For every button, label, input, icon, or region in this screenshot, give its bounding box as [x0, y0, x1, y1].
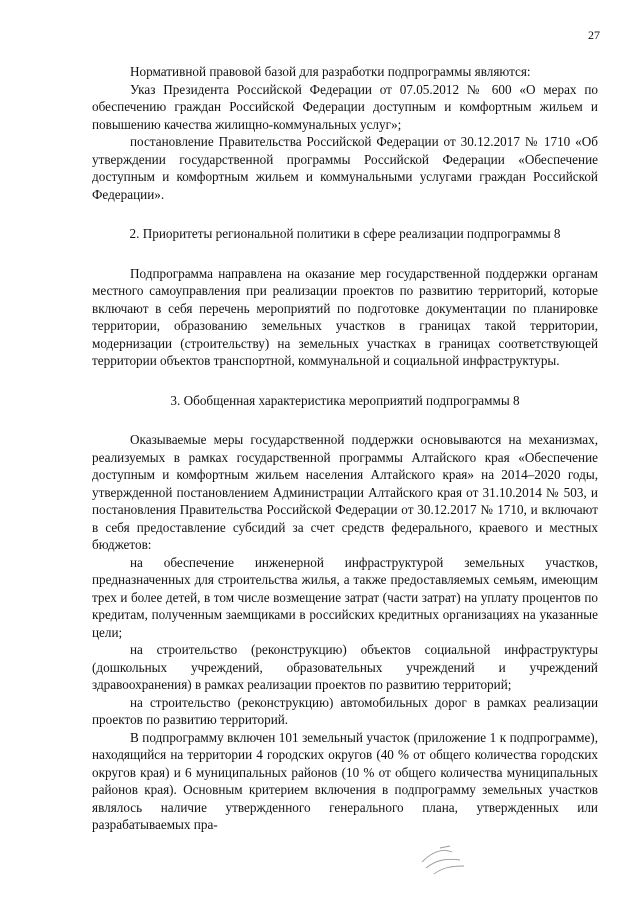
paragraph: постановление Правительства Российской Федерации от 30.12.2017 № 1710 «Об утверждении государственной программы Российской Федерации «Обеспечение доступным и комфортным жильем и коммунальными услугами граждан Российской Федерации».	[92, 134, 598, 202]
page-number: 27	[588, 28, 600, 42]
document-body	[92, 63, 598, 834]
section-heading: 3. Обобщенная характеристика мероприятий подпрограммы 8	[170, 392, 520, 408]
paragraph: Подпрограмма направлена на оказание мер государственной поддержки органам местного самоуправления при реализации проектов по развитию территорий, которые включают в себя перечень мероприятий по подготовке документации по планировке территории, образованию земельных участков в границах такой территории, модернизации (строительству) на земельных участках в границах соответствующей территории объектов транспортной, коммунальной и социальной инфраструктуры.	[92, 265, 598, 368]
paragraph: В подпрограмму включен 101 земельный участок (приложение 1 к подпрограмме), находящийся на территории 4 городских округов (40 % от общего количества городских округов края) и 6 муниципальных районов (10 % от общего количества муниципальных районов края). Основным критерием включения в подпрограмму земельных участков являлось наличие утвержденного генерального плана, утвержденных или разрабатываемых пра-	[92, 729, 598, 832]
signature-mark	[420, 842, 468, 880]
paragraph: Нормативной правовой базой для разработки подпрограммы являются:	[130, 64, 531, 79]
paragraph: на строительство (реконструкцию) автомобильных дорог в рамках реализации проектов по развитию территорий.	[92, 694, 598, 727]
section-heading: 2. Приоритеты региональной политики в сфере реализации подпрограммы 8	[129, 226, 561, 241]
paragraph: на строительство (реконструкцию) объектов социальной инфраструктуры (дошкольных учреждений, образовательных учреждений и учреждений здравоохранения) в рамках реализации проектов по развитию территорий;	[92, 642, 598, 692]
paragraph: Указ Президента Российской Федерации от 07.05.2012 № 600 «О мерах по обеспечению граждан Российской Федерации доступным и комфортным жильем и повышению качества жилищно-коммунальных услуг»;	[92, 81, 598, 132]
paragraph: Оказываемые меры государственной поддержки основываются на механизмах, реализуемых в рамках государственной программы Алтайского края «Обеспечение доступным и комфортным жильем населения Алтайского края» на 2014–2020 годы, утвержденной постановлением Администрации Алтайского края от 31.10.2014 № 503, и постановления Правительства Российской Федерации от 30.12.2017 № 1710, и включают в себя предоставление субсидий за счет средств федерального, краевого и местных бюджетов:	[92, 432, 598, 552]
paragraph: на обеспечение инженерной инфраструктурой земельных участков, предназначенных для строительства жилья, а также предоставляемых семьям, имеющим трех и более детей, в том числе возмещение затрат (части затрат) на уплату процентов по кредитам, полученным заемщиками в российских кредитных организациях на указанные цели;	[92, 554, 598, 640]
